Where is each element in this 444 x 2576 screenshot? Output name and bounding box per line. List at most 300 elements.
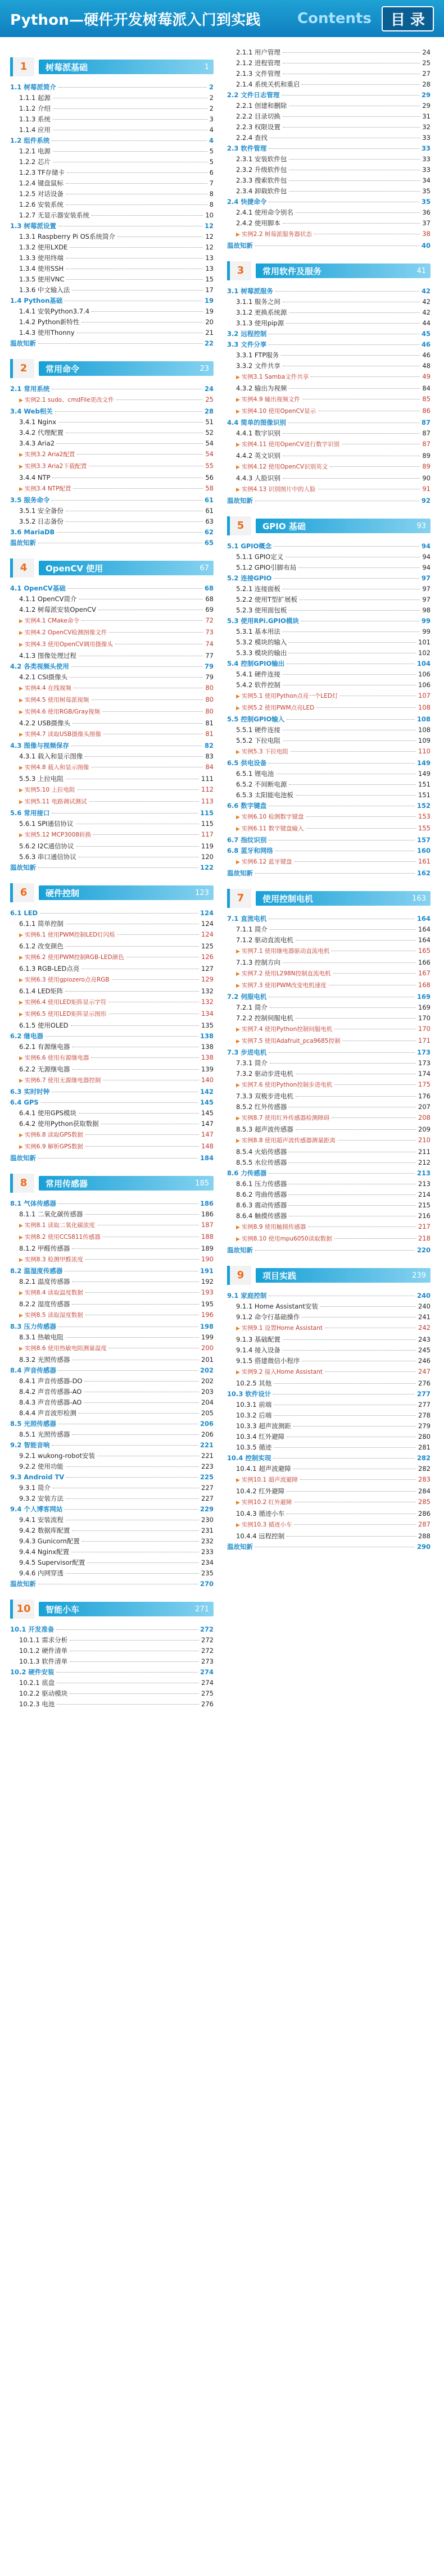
toc-subsection[interactable] xyxy=(227,79,431,90)
toc-subsection[interactable] xyxy=(227,1464,431,1474)
toc-subsection[interactable] xyxy=(10,1397,214,1408)
toc-subsection[interactable] xyxy=(10,231,214,242)
toc-subsection[interactable] xyxy=(10,1020,214,1031)
toc-page-number: 7 xyxy=(209,179,214,187)
toc-section[interactable] xyxy=(10,406,214,417)
toc-example[interactable] xyxy=(10,974,214,986)
toc-example[interactable] xyxy=(227,811,431,823)
toc-subsection[interactable] xyxy=(10,1547,214,1557)
toc-subsection[interactable] xyxy=(227,594,431,605)
toc-subsection[interactable] xyxy=(10,263,214,274)
toc-subsection[interactable] xyxy=(227,1312,431,1323)
toc-page-number: 272 xyxy=(201,1636,214,1644)
toc-subsection[interactable] xyxy=(10,718,214,729)
toc-section[interactable] xyxy=(227,1245,431,1256)
toc-entry-label: 3.2 远程控制 xyxy=(227,330,267,338)
toc-subsection[interactable] xyxy=(10,1299,214,1310)
toc-subsection[interactable] xyxy=(227,122,431,133)
toc-section[interactable] xyxy=(227,1389,431,1400)
toc-section[interactable] xyxy=(10,1087,214,1097)
toc-example[interactable] xyxy=(10,683,214,694)
toc-example[interactable] xyxy=(10,1008,214,1020)
toc-subsection[interactable] xyxy=(227,1356,431,1366)
toc-subsection[interactable] xyxy=(227,165,431,175)
toc-subsection[interactable] xyxy=(227,1509,431,1519)
toc-example[interactable] xyxy=(227,1497,431,1509)
toc-subsection[interactable] xyxy=(10,1688,214,1699)
toc-subsection[interactable] xyxy=(227,1179,431,1189)
toc-section[interactable] xyxy=(227,616,431,626)
toc-section[interactable] xyxy=(227,496,431,506)
toc-example[interactable] xyxy=(227,946,431,957)
toc-example[interactable] xyxy=(227,1035,431,1047)
chapter-heading[interactable] xyxy=(10,558,214,578)
toc-section[interactable] xyxy=(227,1168,431,1179)
toc-subsection[interactable] xyxy=(227,1378,431,1389)
toc-example[interactable] xyxy=(227,702,431,714)
toc-subsection[interactable] xyxy=(227,680,431,690)
toc-section[interactable] xyxy=(227,90,431,101)
toc-subsection[interactable] xyxy=(10,605,214,615)
toc-subsection[interactable] xyxy=(10,210,214,221)
toc-section[interactable] xyxy=(10,1419,214,1429)
toc-subsection[interactable] xyxy=(227,1058,431,1069)
toc-subsection[interactable] xyxy=(227,361,431,371)
toc-subsection[interactable] xyxy=(227,58,431,69)
toc-subsection[interactable] xyxy=(10,986,214,997)
toc-subsection[interactable] xyxy=(10,672,214,683)
toc-example[interactable] xyxy=(10,1075,214,1087)
toc-example[interactable] xyxy=(10,1220,214,1232)
toc-subsection[interactable] xyxy=(227,154,431,165)
toc-section[interactable] xyxy=(10,862,214,873)
toc-subsection[interactable] xyxy=(10,114,214,125)
toc-page-number: 152 xyxy=(416,802,431,810)
toc-subsection[interactable] xyxy=(227,1334,431,1345)
toc-subsection[interactable] xyxy=(10,1493,214,1504)
toc-subsection[interactable] xyxy=(227,473,431,484)
toc-subsection[interactable] xyxy=(227,1442,431,1453)
toc-subsection[interactable] xyxy=(227,1091,431,1102)
toc-section[interactable] xyxy=(227,835,431,846)
toc-subsection[interactable] xyxy=(227,307,431,318)
toc-section[interactable] xyxy=(10,1472,214,1483)
toc-subsection[interactable] xyxy=(10,1376,214,1387)
toc-example[interactable] xyxy=(10,729,214,740)
toc-subsection[interactable] xyxy=(227,218,431,229)
toc-subsection[interactable] xyxy=(227,957,431,968)
toc-example[interactable] xyxy=(10,483,214,495)
toc-example[interactable] xyxy=(10,1287,214,1299)
toc-section[interactable] xyxy=(10,661,214,672)
leader-dots xyxy=(58,1370,198,1371)
chapter-heading[interactable] xyxy=(227,516,431,535)
toc-example[interactable] xyxy=(10,997,214,1008)
toc-example[interactable] xyxy=(227,1135,431,1147)
toc-entry-label: 1.3.3 使用终端 xyxy=(19,254,64,262)
toc-subsection[interactable] xyxy=(227,1157,431,1168)
toc-example[interactable] xyxy=(227,968,431,980)
toc-example[interactable] xyxy=(10,1343,214,1355)
toc-subsection[interactable] xyxy=(227,735,431,746)
toc-example[interactable] xyxy=(10,1129,214,1141)
toc-section[interactable] xyxy=(10,1266,214,1276)
toc-example[interactable] xyxy=(10,796,214,808)
toc-example[interactable] xyxy=(10,1141,214,1153)
toc-subsection[interactable] xyxy=(10,651,214,661)
toc-subsection[interactable] xyxy=(10,1108,214,1119)
toc-example[interactable] xyxy=(227,229,431,240)
toc-section[interactable] xyxy=(10,538,214,548)
toc-example[interactable] xyxy=(227,1323,431,1334)
toc-subsection[interactable] xyxy=(227,383,431,394)
toc-subsection[interactable] xyxy=(10,417,214,428)
toc-subsection[interactable] xyxy=(10,428,214,438)
toc-subsection[interactable] xyxy=(227,924,431,935)
toc-example[interactable] xyxy=(10,449,214,461)
toc-section[interactable] xyxy=(10,1321,214,1332)
toc-subsection[interactable] xyxy=(10,516,214,527)
toc-subsection[interactable] xyxy=(10,1243,214,1254)
toc-entry-label: 2.2 文件日志管理 xyxy=(227,91,280,99)
toc-example[interactable] xyxy=(10,627,214,639)
toc-subsection[interactable] xyxy=(227,1345,431,1356)
toc-subsection[interactable] xyxy=(227,350,431,361)
toc-subsection[interactable] xyxy=(10,157,214,167)
toc-subsection[interactable] xyxy=(227,1002,431,1013)
toc-section[interactable] xyxy=(10,135,214,146)
toc-example[interactable] xyxy=(227,1024,431,1035)
toc-example[interactable] xyxy=(227,1474,431,1486)
toc-subsection[interactable] xyxy=(10,1568,214,1579)
toc-example[interactable] xyxy=(10,784,214,796)
toc-subsection[interactable] xyxy=(10,1525,214,1536)
toc-page-number: 84 xyxy=(422,384,431,392)
toc-entry-label: 9.4.4 Nginx配置 xyxy=(19,1548,70,1556)
toc-example[interactable] xyxy=(10,1232,214,1243)
toc-subsection[interactable] xyxy=(10,317,214,328)
toc-subsection[interactable] xyxy=(10,751,214,762)
toc-subsection[interactable] xyxy=(10,819,214,829)
toc-example[interactable] xyxy=(227,371,431,383)
toc-subsection[interactable] xyxy=(227,626,431,637)
toc-subsection[interactable] xyxy=(227,605,431,616)
toc-subsection[interactable] xyxy=(227,562,431,573)
toc-subsection[interactable] xyxy=(227,1211,431,1221)
toc-subsection[interactable] xyxy=(227,1400,431,1410)
toc-example[interactable] xyxy=(227,439,431,451)
chapter-heading[interactable] xyxy=(10,57,214,76)
toc-subsection[interactable] xyxy=(227,935,431,946)
toc-example[interactable] xyxy=(10,1254,214,1266)
toc-subsection[interactable] xyxy=(10,941,214,952)
toc-section[interactable] xyxy=(10,908,214,919)
toc-subsection[interactable] xyxy=(10,146,214,157)
toc-subsection[interactable] xyxy=(227,1301,431,1312)
toc-subsection[interactable] xyxy=(227,1147,431,1157)
toc-subsection[interactable] xyxy=(10,1656,214,1667)
toc-section[interactable] xyxy=(10,1667,214,1678)
toc-example[interactable] xyxy=(10,706,214,718)
toc-subsection[interactable] xyxy=(10,1699,214,1710)
toc-subsection[interactable] xyxy=(10,306,214,317)
toc-subsection[interactable] xyxy=(10,1119,214,1129)
toc-subsection[interactable] xyxy=(227,1189,431,1200)
toc-subsection[interactable] xyxy=(227,133,431,143)
toc-subsection[interactable] xyxy=(227,725,431,735)
toc-example[interactable] xyxy=(227,1366,431,1378)
toc-subsection[interactable] xyxy=(227,1421,431,1432)
toc-section[interactable] xyxy=(227,846,431,856)
toc-subsection[interactable] xyxy=(10,506,214,516)
toc-section[interactable] xyxy=(227,339,431,350)
toc-entry-label: 8.4.4 声音波形检测 xyxy=(19,1409,76,1417)
toc-subsection[interactable] xyxy=(10,438,214,449)
toc-section[interactable] xyxy=(227,714,431,725)
chapter-heading[interactable] xyxy=(227,1266,431,1285)
toc-subsection[interactable] xyxy=(10,1064,214,1075)
chapter-heading[interactable] xyxy=(10,1600,214,1619)
toc-section[interactable] xyxy=(10,1198,214,1209)
toc-subsection[interactable] xyxy=(227,1200,431,1211)
toc-subsection[interactable] xyxy=(227,69,431,79)
toc-section[interactable] xyxy=(227,1453,431,1464)
toc-page-number: 164 xyxy=(416,915,431,923)
toc-subsection[interactable] xyxy=(10,1332,214,1343)
toc-entry-label: ▶ 实例3.4 NTP配置 xyxy=(19,484,71,495)
toc-section[interactable] xyxy=(10,384,214,394)
toc-subsection[interactable] xyxy=(227,552,431,562)
toc-example[interactable] xyxy=(10,829,214,841)
toc-subsection[interactable] xyxy=(10,1536,214,1547)
chapter-heading[interactable] xyxy=(10,883,214,902)
chapter-heading[interactable] xyxy=(227,889,431,908)
toc-section[interactable] xyxy=(227,417,431,428)
toc-subsection[interactable] xyxy=(227,637,431,648)
toc-subsection[interactable] xyxy=(227,297,431,307)
toc-section[interactable] xyxy=(227,143,431,154)
toc-subsection[interactable] xyxy=(10,167,214,178)
toc-section[interactable] xyxy=(10,740,214,751)
toc-entry-label: 7.3 步进电机 xyxy=(227,1048,267,1056)
toc-example[interactable] xyxy=(10,615,214,627)
toc-subsection[interactable] xyxy=(10,1557,214,1568)
toc-section[interactable] xyxy=(10,296,214,306)
toc-subsection[interactable] xyxy=(227,1432,431,1442)
toc-example[interactable] xyxy=(227,406,431,417)
toc-example[interactable] xyxy=(10,394,214,406)
toc-section[interactable] xyxy=(10,1097,214,1108)
toc-subsection[interactable] xyxy=(227,47,431,58)
toc-subsection[interactable] xyxy=(10,1042,214,1052)
toc-section[interactable] xyxy=(10,1365,214,1376)
toc-subsection[interactable] xyxy=(227,779,431,790)
toc-subsection[interactable] xyxy=(227,648,431,658)
toc-section[interactable] xyxy=(227,329,431,339)
toc-section[interactable] xyxy=(227,658,431,669)
toc-subsection[interactable] xyxy=(10,1451,214,1461)
toc-subsection[interactable] xyxy=(227,451,431,461)
toc-subsection[interactable] xyxy=(227,428,431,439)
toc-example[interactable] xyxy=(227,394,431,406)
toc-example[interactable] xyxy=(227,746,431,758)
toc-section[interactable] xyxy=(227,1291,431,1301)
toc-section[interactable] xyxy=(227,914,431,924)
toc-example[interactable] xyxy=(227,1519,431,1531)
toc-section[interactable] xyxy=(227,1542,431,1552)
toc-subsection[interactable] xyxy=(10,852,214,862)
toc-page-number: 186 xyxy=(200,1200,214,1207)
toc-subsection[interactable] xyxy=(227,111,431,122)
toc-section[interactable] xyxy=(227,541,431,552)
chapter-title-text: OpenCV 使用 xyxy=(46,563,103,574)
toc-page-number: 283 xyxy=(418,1475,431,1483)
toc-subsection[interactable] xyxy=(10,1515,214,1525)
toc-subsection[interactable] xyxy=(10,1646,214,1656)
toc-entry-label: 3.5 服务命令 xyxy=(10,496,50,504)
toc-page-number: 49 xyxy=(422,372,431,380)
toc-subsection[interactable] xyxy=(227,1486,431,1497)
toc-subsection[interactable] xyxy=(10,1635,214,1646)
toc-example[interactable] xyxy=(10,694,214,706)
toc-subsection[interactable] xyxy=(227,207,431,218)
toc-subsection[interactable] xyxy=(10,242,214,253)
toc-subsection[interactable] xyxy=(10,1429,214,1440)
toc-subsection[interactable] xyxy=(227,1410,431,1421)
toc-section[interactable] xyxy=(227,573,431,584)
toc-subsection[interactable] xyxy=(10,189,214,199)
toc-subsection[interactable] xyxy=(10,473,214,483)
toc-section[interactable] xyxy=(10,1153,214,1164)
toc-subsection[interactable] xyxy=(10,125,214,135)
toc-section[interactable] xyxy=(10,1440,214,1451)
toc-section[interactable] xyxy=(10,1624,214,1635)
toc-subsection[interactable] xyxy=(10,93,214,103)
toc-section[interactable] xyxy=(227,801,431,811)
toc-example[interactable] xyxy=(10,1310,214,1321)
toc-section[interactable] xyxy=(227,992,431,1002)
toc-section[interactable] xyxy=(10,1031,214,1042)
toc-example[interactable] xyxy=(227,484,431,496)
toc-example[interactable] xyxy=(10,639,214,651)
toc-subsection[interactable] xyxy=(10,774,214,784)
toc-subsection[interactable] xyxy=(10,1461,214,1472)
toc-entry-label: 温故知新 xyxy=(10,864,36,871)
chapter-heading[interactable] xyxy=(10,1174,214,1193)
toc-subsection[interactable] xyxy=(10,328,214,338)
toc-section[interactable] xyxy=(10,495,214,506)
toc-page-number: 195 xyxy=(201,1300,214,1308)
toc-subsection[interactable] xyxy=(10,199,214,210)
toc-section[interactable] xyxy=(10,527,214,538)
toc-subsection[interactable] xyxy=(10,1408,214,1419)
toc-subsection[interactable] xyxy=(10,103,214,114)
toc-example[interactable] xyxy=(227,1233,431,1245)
toc-subsection[interactable] xyxy=(227,175,431,186)
toc-section[interactable] xyxy=(227,240,431,251)
toc-example[interactable] xyxy=(227,980,431,992)
toc-subsection[interactable] xyxy=(10,253,214,263)
toc-example[interactable] xyxy=(227,461,431,473)
toc-subsection[interactable] xyxy=(227,790,431,801)
toc-section[interactable] xyxy=(227,758,431,769)
toc-example[interactable] xyxy=(227,823,431,835)
leader-dots xyxy=(65,991,199,992)
toc-entry-label: 6.1.2 改变颜色 xyxy=(19,942,64,950)
toc-entry-label: 8.1.1 二氧化碳传感器 xyxy=(19,1210,83,1218)
toc-section[interactable] xyxy=(10,583,214,594)
toc-subsection[interactable] xyxy=(227,584,431,594)
toc-subsection[interactable] xyxy=(10,594,214,605)
toc-subsection[interactable] xyxy=(227,1531,431,1542)
toc-subsection[interactable] xyxy=(10,1355,214,1365)
toc-section[interactable] xyxy=(227,286,431,297)
toc-subsection[interactable] xyxy=(227,1013,431,1024)
toc-section[interactable] xyxy=(10,221,214,231)
toc-section[interactable] xyxy=(10,808,214,819)
toc-subsection[interactable] xyxy=(10,1276,214,1287)
toc-subsection[interactable] xyxy=(227,186,431,197)
toc-subsection[interactable] xyxy=(10,841,214,852)
toc-subsection[interactable] xyxy=(10,1209,214,1220)
toc-example[interactable] xyxy=(227,856,431,868)
toc-subsection[interactable] xyxy=(10,1678,214,1688)
toc-entry-label: ▶ 实例8.10 使用mpu6050读取数据 xyxy=(236,1234,332,1245)
toc-example[interactable] xyxy=(227,1112,431,1124)
leader-dots xyxy=(58,1326,198,1327)
toc-subsection[interactable] xyxy=(227,101,431,111)
toc-subsection[interactable] xyxy=(10,919,214,929)
toc-subsection[interactable] xyxy=(10,178,214,189)
toc-section[interactable] xyxy=(10,82,214,93)
toc-page-number: 80 xyxy=(205,696,214,703)
toc-example[interactable] xyxy=(227,1079,431,1091)
toc-section[interactable] xyxy=(10,1504,214,1515)
toc-subsection[interactable] xyxy=(227,1102,431,1112)
toc-page-number: 21 xyxy=(205,329,214,337)
chapter-heading[interactable] xyxy=(10,359,214,378)
toc-subsection[interactable] xyxy=(10,285,214,296)
toc-section[interactable] xyxy=(10,1579,214,1589)
leader-dots xyxy=(92,311,203,312)
toc-section[interactable] xyxy=(227,1047,431,1058)
chapter-heading[interactable] xyxy=(227,261,431,280)
toc-example[interactable] xyxy=(10,762,214,774)
toc-example[interactable] xyxy=(10,952,214,964)
toc-entry-label: 7.1.2 驱动直流电机 xyxy=(236,936,293,944)
toc-entry-label: 1.2.5 对话设备 xyxy=(19,190,64,198)
toc-subsection[interactable] xyxy=(10,274,214,285)
toc-subsection[interactable] xyxy=(10,964,214,974)
toc-subsection[interactable] xyxy=(227,769,431,779)
leader-dots xyxy=(68,588,202,589)
toc-example[interactable] xyxy=(227,1221,431,1233)
toc-subsection[interactable] xyxy=(227,1069,431,1079)
toc-subsection[interactable] xyxy=(227,669,431,680)
toc-subsection[interactable] xyxy=(227,1124,431,1135)
toc-subsection[interactable] xyxy=(10,1483,214,1493)
toc-subsection[interactable] xyxy=(10,1387,214,1397)
toc-section[interactable] xyxy=(227,868,431,879)
toc-example[interactable] xyxy=(227,690,431,702)
toc-section[interactable] xyxy=(10,338,214,349)
toc-example[interactable] xyxy=(10,461,214,473)
toc-subsection[interactable] xyxy=(227,318,431,329)
toc-section[interactable] xyxy=(227,197,431,207)
toc-entry-label: ▶ 实例7.2 使用L298N控制直流电机 xyxy=(236,969,331,980)
toc-example[interactable] xyxy=(10,929,214,941)
toc-example[interactable] xyxy=(10,1052,214,1064)
